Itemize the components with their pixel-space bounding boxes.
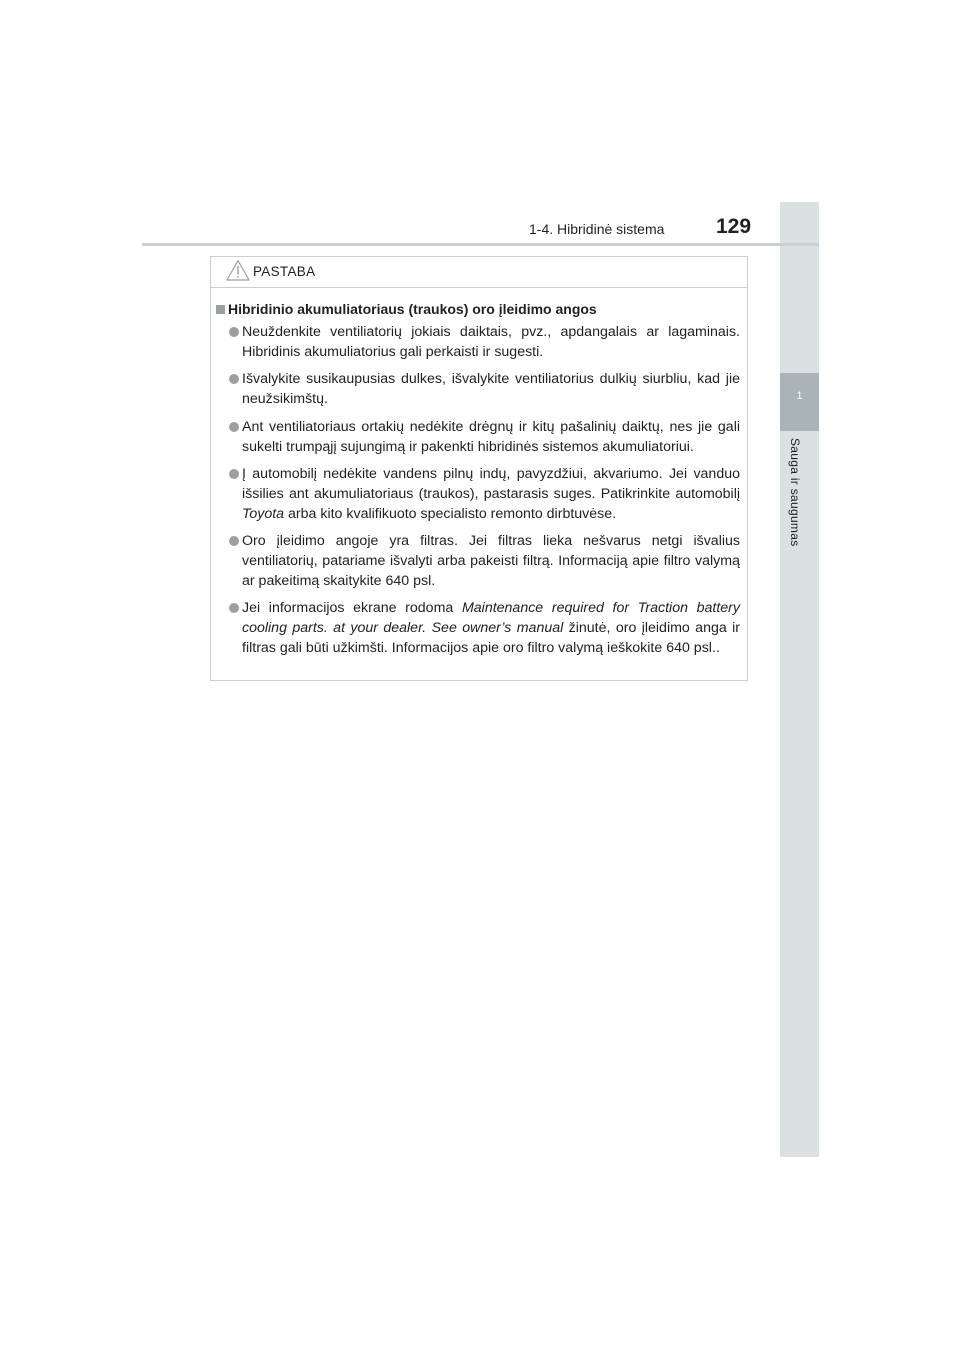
list-item — [216, 418, 740, 457]
circle-bullet-icon — [229, 327, 239, 337]
list-item — [216, 599, 740, 658]
list-item-text — [242, 599, 740, 658]
notice-header — [211, 257, 747, 288]
list-item-text: Išvalykite susikaupusias dulkes, išvalykite ventiliatorius dulkių siurbliu, kad jie neužsikimštų. — [242, 371, 740, 408]
warning-triangle-icon — [226, 259, 250, 281]
display-message: Maintenance required for Traction battery cooling parts. at your dealer. See owner’s manual — [242, 600, 741, 637]
list-item — [216, 370, 740, 409]
brand-name: Toyota — [242, 505, 285, 522]
list-item-text: Ant ventiliatoriaus ortakių nedėkite drėgnų ir kitų pašalinių daiktų, nes jie gali sukelti trumpąjį sujungimą ir pakenkti hibridinės sistemos akumuliatoriui. — [242, 418, 740, 455]
circle-bullet-icon — [229, 422, 239, 432]
chapter-side-tab — [780, 202, 819, 1157]
circle-bullet-icon — [229, 469, 239, 479]
notice-title: PASTABA — [253, 264, 316, 279]
notice-subheading — [216, 301, 740, 317]
list-item-text — [242, 465, 740, 524]
chapter-number: 1 — [796, 390, 803, 402]
list-item — [216, 323, 740, 362]
notice-subheading-text: Hibridinio akumuliatoriaus (traukos) oro įleidimo angos — [228, 301, 597, 317]
list-item — [216, 532, 740, 591]
list-item-text-start: Į automobilį nedėkite vandens pilnų indų, pavyzdžiui, akvariumo. Jei vanduo išsilies ant akumuliatoriaus (traukos), pastarasis suges. Patikrinkite automobilį — [242, 466, 740, 502]
list-item-text: Neuždenkite ventiliatorių jokiais daiktais, pvz., apdangalais ar lagaminais. Hibridinis akumuliatorius gali perkaisti ir sugesti. — [242, 324, 740, 360]
chapter-side-tab-active — [780, 373, 819, 431]
circle-bullet-icon — [229, 603, 239, 613]
notice-body — [211, 288, 747, 659]
square-bullet-icon — [216, 305, 225, 314]
circle-bullet-icon — [229, 536, 239, 546]
list-item-text-end: žinutė, oro įleidimo anga ir filtras gali būti užkimšti. Informacijos apie oro filtro valymą ieškokite 640 psl.. — [242, 620, 740, 656]
chapter-title: Sauga ir saugumas — [788, 438, 802, 547]
list-item-text-start: Jei informacijos ekrane rodoma — [242, 600, 462, 617]
notice-box — [210, 256, 748, 681]
circle-bullet-icon — [229, 374, 239, 384]
page-number: 129 — [716, 215, 752, 238]
header-divider — [142, 243, 819, 246]
list-item-text-end: arba kito kvalifikuoto specialisto remonto dirbtuvėse. — [284, 505, 617, 522]
list-item — [216, 465, 740, 524]
list-item-text: Oro įleidimo angoje yra filtras. Jei filtras lieka nešvarus netgi išvalius ventiliatorių, patariame išvalyti arba pakeisti filtrą. Informaciją apie filtro valymą ar pakeitimą skaitykite 640 psl. — [242, 533, 740, 589]
section-title: 1-4. Hibridinė sistema — [529, 221, 665, 237]
